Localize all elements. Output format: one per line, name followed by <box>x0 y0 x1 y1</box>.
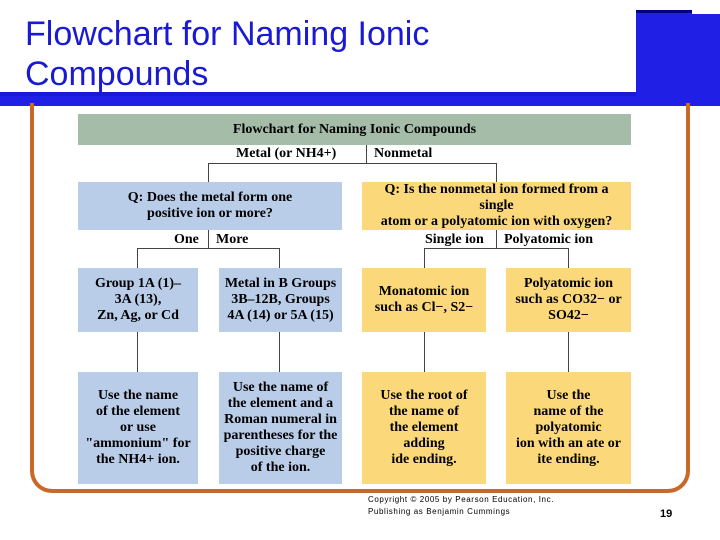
metal-branch-label: Metal (or NH4+) <box>236 146 337 161</box>
connector-line <box>137 248 138 268</box>
connector-line <box>279 332 280 372</box>
polyatomic-ion-box: Polyatomic ion such as CO32− or SO42− <box>506 268 631 332</box>
connector-line <box>424 248 569 249</box>
option-polyatomic-ion-label: Polyatomic ion <box>504 232 594 247</box>
page-number: 19 <box>660 508 673 520</box>
copyright-notice <box>368 494 554 518</box>
nonmetal-branch-label: Nonmetal <box>374 146 433 161</box>
rule-roman-numeral-box: Use the name of the element and a Roman numeral in parentheses for the positive charge of the ion. <box>219 372 342 484</box>
connector-line <box>424 332 425 372</box>
publisher-line: Publishing as Benjamin Cummings <box>368 507 511 516</box>
flowchart-header: Flowchart for Naming Ionic Compounds <box>78 114 631 145</box>
connector-line <box>496 163 497 183</box>
connector-line <box>208 163 497 164</box>
copyright-line: Copyright © 2005 by Pearson Education, Inc. <box>368 495 555 504</box>
option-more-label: More <box>216 232 249 247</box>
connector-line <box>137 248 280 249</box>
connector-line <box>366 145 367 164</box>
option-single-ion-label: Single ion <box>425 232 484 247</box>
connector-line <box>568 248 569 268</box>
connector-line <box>496 230 497 249</box>
group-metals-box: Group 1A (1)– 3A (13), Zn, Ag, or Cd <box>78 268 198 332</box>
connector-line <box>208 230 209 249</box>
transition-metals-box: Metal in B Groups 3B–12B, Groups 4A (14) or 5A (15) <box>219 268 342 332</box>
connector-line <box>568 332 569 372</box>
connector-line <box>208 163 209 183</box>
rule-ide-ending-box: Use the root of the name of the element adding ide ending. <box>362 372 486 484</box>
rule-ate-ite-ending-box: Use the name of the polyatomic ion with an ate or ite ending. <box>506 372 631 484</box>
connector-line <box>137 332 138 372</box>
monatomic-ion-box: Monatomic ion such as Cl−, S2− <box>362 268 486 332</box>
connector-line <box>279 248 280 268</box>
rule-single-charge-box: Use the name of the element or use "ammonium" for the NH4+ ion. <box>78 372 198 484</box>
option-one-label: One <box>174 232 199 247</box>
nonmetal-question-box: Q: Is the nonmetal ion formed from a single atom or a polyatomic ion with oxygen? <box>362 182 631 230</box>
metal-question-box: Q: Does the metal form one positive ion or more? <box>78 182 342 230</box>
slide-title: Flowchart for Naming Ionic Compounds <box>25 15 430 93</box>
connector-line <box>424 248 425 268</box>
